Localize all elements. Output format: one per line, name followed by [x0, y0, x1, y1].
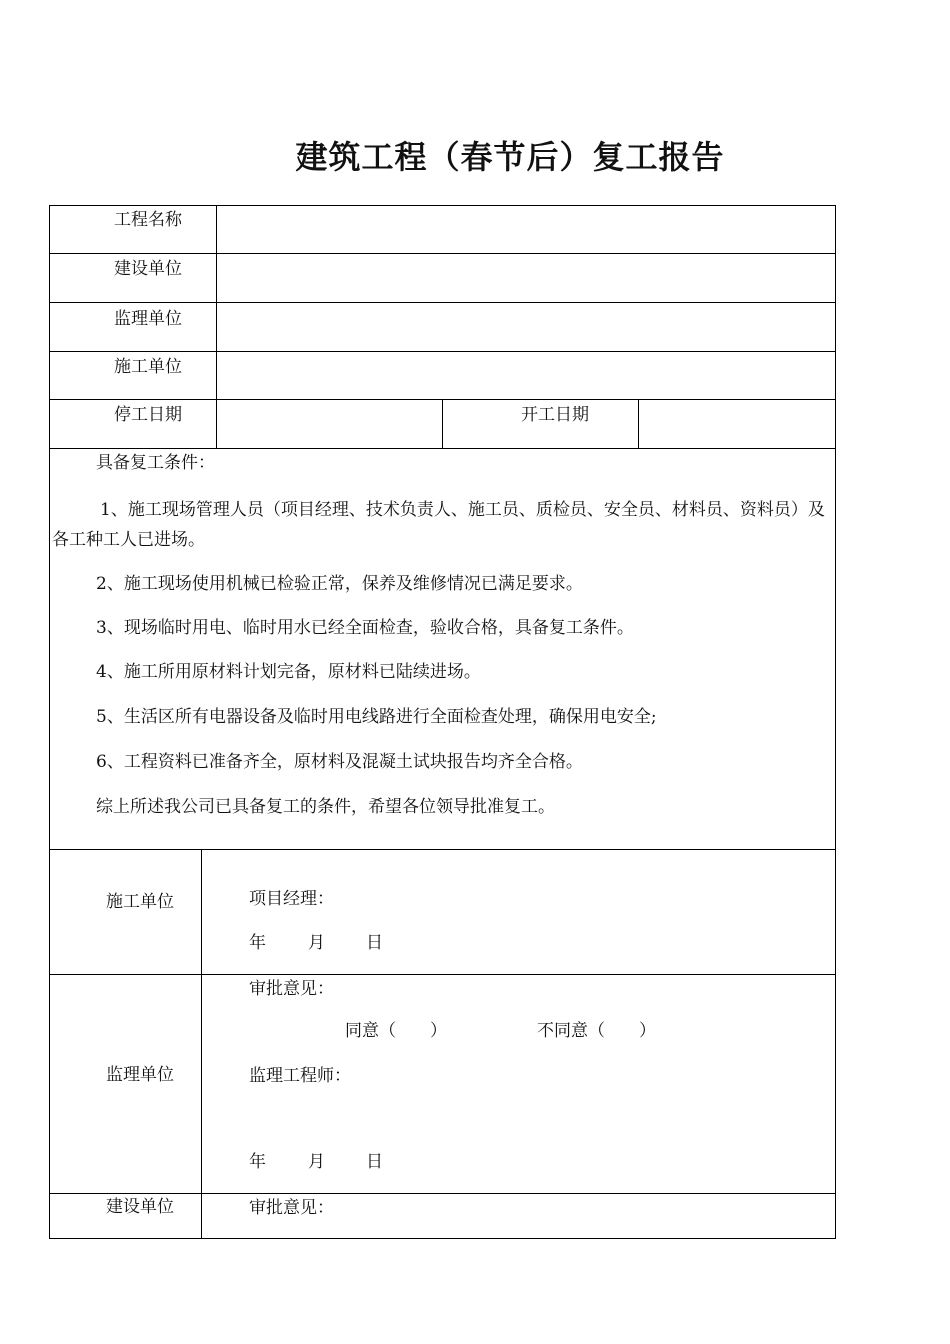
agree-option: 同意（ ）: [345, 1021, 447, 1041]
date-year: 年: [249, 1152, 266, 1172]
row-divider: [49, 302, 836, 303]
column-divider: [442, 399, 443, 448]
project-manager-label: 项目经理：: [249, 889, 334, 909]
column-divider: [216, 205, 217, 448]
conditions-heading: 具备复工条件：: [96, 453, 215, 473]
condition-item: 1、施工现场管理人员（项目经理、技术负责人、施工员、质检员、安全员、材料员、资料员）及各工种工人已进场。: [52, 500, 825, 550]
page-title: 建筑工程（春节后）复工报告: [295, 138, 725, 176]
supervision-engineer-label: 监理工程师：: [249, 1066, 351, 1086]
row-divider: [49, 253, 836, 254]
construction-unit-label: 施工单位: [106, 892, 174, 912]
row-divider: [49, 1193, 836, 1194]
label-start-date: 开工日期: [521, 405, 589, 425]
row-divider: [49, 974, 836, 975]
owner-unit-label: 建设单位: [106, 1197, 174, 1217]
date-year: 年: [249, 933, 266, 953]
condition-item: 2、施工现场使用机械已检验正常，保养及维修情况已满足要求。: [96, 574, 583, 594]
conditions-conclusion: 综上所述我公司已具备复工的条件，希望各位领导批准复工。: [96, 797, 555, 817]
column-divider: [201, 849, 202, 1238]
table-border-left: [49, 205, 50, 1239]
row-divider: [49, 849, 836, 850]
row-divider: [49, 448, 836, 449]
label-construction-unit: 施工单位: [114, 357, 182, 377]
date-day: 日: [366, 1152, 383, 1172]
date-day: 日: [366, 933, 383, 953]
condition-item: 4、施工所用原材料计划完备，原材料已陆续进场。: [96, 662, 481, 682]
table-border-top: [49, 205, 836, 206]
supervision-unit-label: 监理单位: [106, 1065, 174, 1085]
owner-opinion-label: 审批意见：: [249, 1198, 334, 1218]
label-owner-unit: 建设单位: [114, 259, 182, 279]
condition-item: 6、工程资料已准备齐全，原材料及混凝土试块报告均齐全合格。: [96, 752, 583, 772]
label-supervision-unit: 监理单位: [114, 309, 182, 329]
row-divider: [49, 351, 836, 352]
date-month: 月: [308, 933, 325, 953]
label-project-name: 工程名称: [114, 210, 182, 230]
condition-item: 3、现场临时用电、临时用水已经全面检查，验收合格，具备复工条件。: [96, 618, 634, 638]
label-stop-date: 停工日期: [114, 405, 182, 425]
approval-opinion-label: 审批意见：: [249, 979, 334, 999]
table-border-right: [835, 205, 836, 1239]
table-border-bottom: [49, 1238, 836, 1239]
column-divider: [638, 399, 639, 448]
date-month: 月: [308, 1152, 325, 1172]
condition-item: 5、生活区所有电器设备及临时用电线路进行全面检查处理，确保用电安全;: [96, 707, 657, 727]
disagree-option: 不同意（ ）: [537, 1021, 656, 1041]
